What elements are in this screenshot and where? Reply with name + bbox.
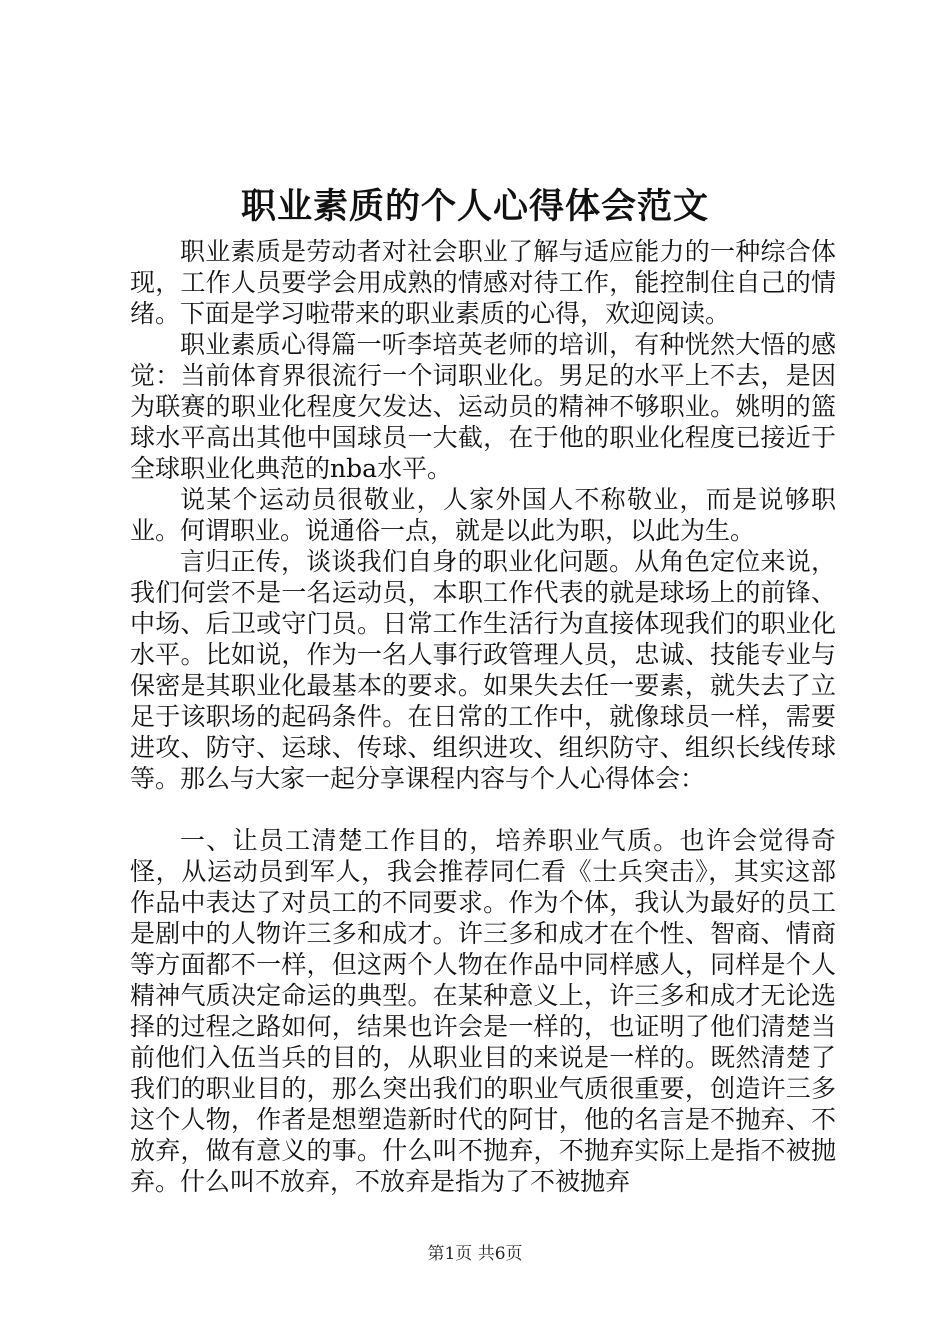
document-title: 职业素质的个人心得体会范文 (240, 186, 709, 227)
page-footer: 第1页 共6页 (427, 1244, 523, 1264)
paragraph-intro: 职业素质是劳动者对社会职业了解与适应能力的一种综合体现，工作人员要学会用成熟的情感对待工作，能控制住自己的情绪。下面是学习啦带来的职业素质的心得，欢迎阅读。 (130, 237, 836, 328)
document-body (130, 236, 836, 1197)
paragraph-self-professionalism: 言归正传，谈谈我们自身的职业化问题。从角色定位来说，我们何尝不是一名运动员，本职工作代表的就是球场上的前锋、中场、后卫或守门员。日常工作生活行为直接体现我们的职业化水平。比如说，作为一名人事行政管理人员，忠诚、技能专业与保密是其职业化最基本的要求。如果失去任一要素，就失去了立足于该职场的起码条件。在日常的工作中，就像球员一样，需要进攻、防守、运球、传球、组织进攻、组织防守、组织长线传球等。那么与大家一起分享课程内容与个人心得体会： (130, 547, 836, 793)
paragraph-point-one: 一、让员工清楚工作目的，培养职业气质。也许会觉得奇怪，从运动员到军人，我会推荐同仁看《士兵突击》，其实这部作品中表达了对员工的不同要求。作为个体，我认为最好的员工是剧中的人物许三多和成才。许三多和成才在个性、智商、情商等方面都不一样，但这两个人物在作品中同样感人，同样是个人精神气质决定命运的典型。在某种意义上，许三多和成才无论选择的过程之路如何，结果也许会是一样的，也证明了他们清楚当前他们入伍当兵的目的，从职业目的来说是一样的。既然清楚了我们的职业目的，那么突出我们的职业气质很重要，创造许三多这个人物，作者是想塑造新时代的阿甘，他的名言是不抛弃、不放弃，做有意义的事。什么叫不抛弃，不抛弃实际上是指不被抛弃。什么叫不放弃，不放弃是指为了不被抛弃 (130, 826, 836, 1196)
paragraph-training: 职业素质心得篇一听李培英老师的培训，有种恍然大悟的感觉：当前体育界很流行一个词职业化。男足的水平上不去，是因为联赛的职业化程度欠发达、运动员的精神不够职业。姚明的篮球水平高出其他中国球员一大截，在于他的职业化程度已接近于全球职业化典范的nba水平。 (130, 330, 836, 483)
paragraph-professional-definition: 说某个运动员很敬业，人家外国人不称敬业，而是说够职业。何谓职业。说通俗一点，就是以此为职，以此为生。 (130, 485, 836, 545)
